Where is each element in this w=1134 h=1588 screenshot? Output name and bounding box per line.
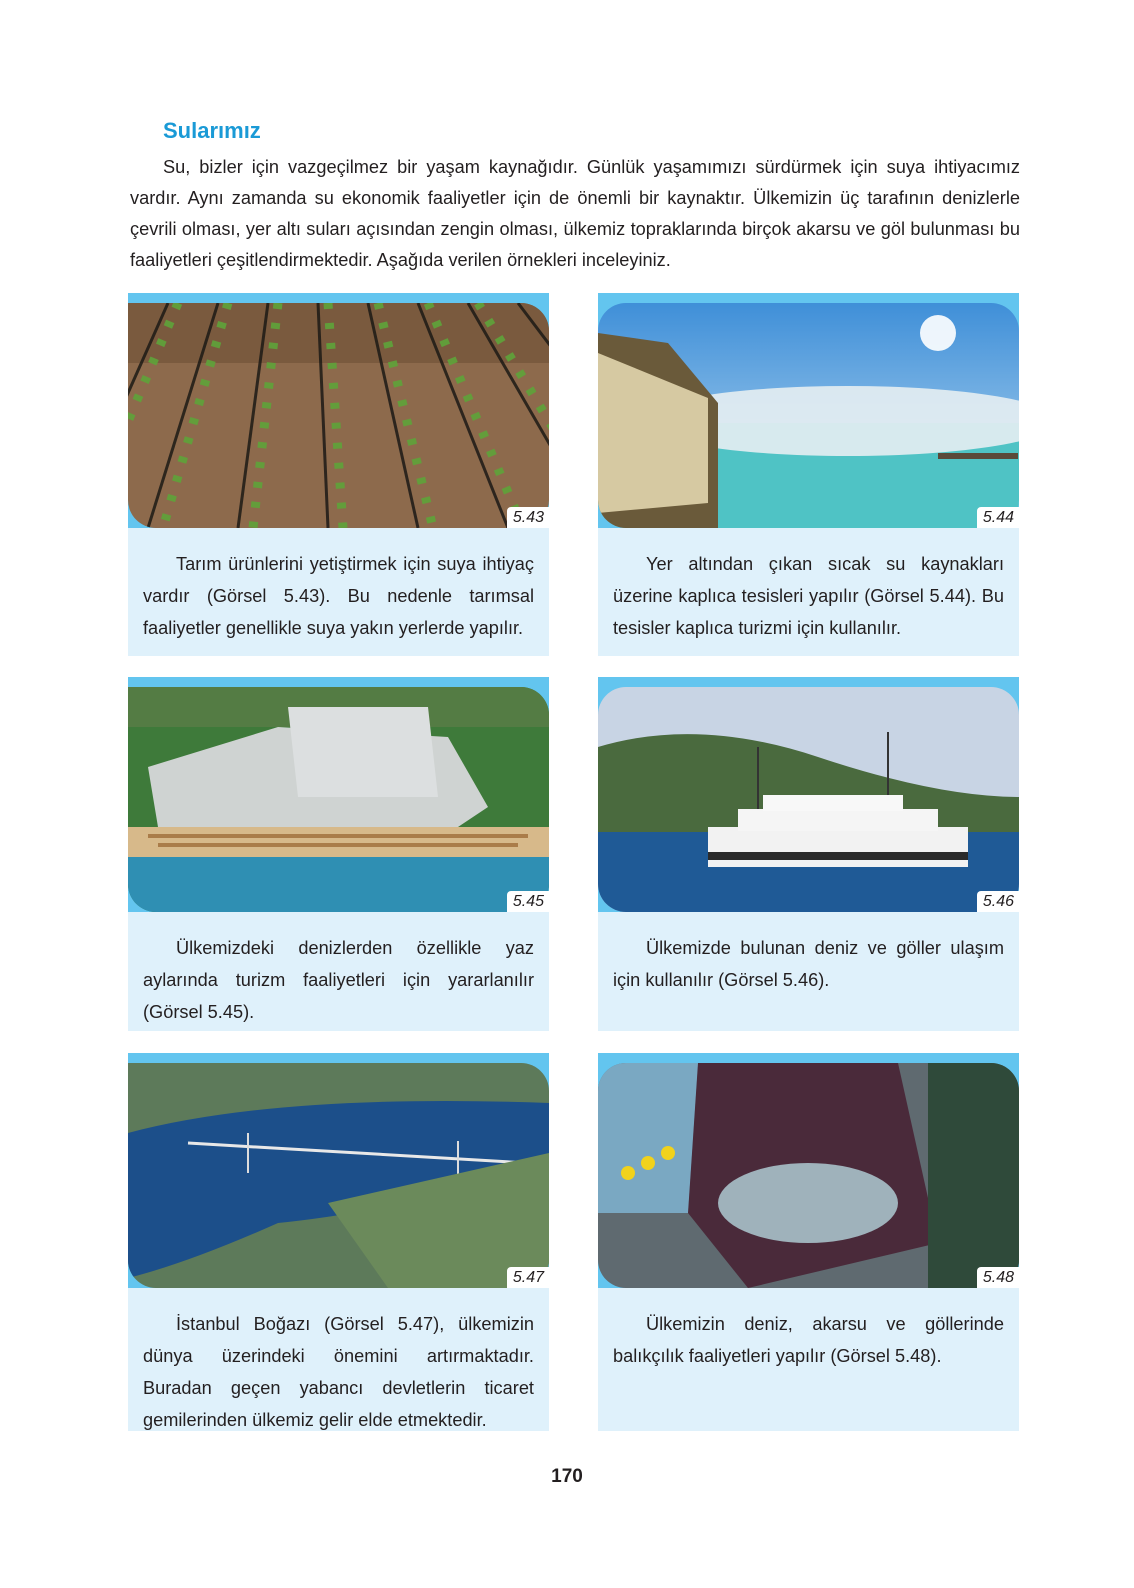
figure-label: 5.46 [977, 891, 1019, 912]
figure-card-5-47 [128, 1053, 549, 1431]
bosphorus-photo [128, 1063, 549, 1288]
figure-label: 5.45 [507, 891, 549, 912]
figure-caption: Yer altından çıkan sıcak su kaynakları üzerine kaplıca tesisleri yapılır (Görsel 5.44). Bu tesisler kaplıca turizmi için kullanılır. [613, 554, 1004, 638]
figure-label: 5.47 [507, 1267, 549, 1288]
figure-card-5-48 [598, 1053, 1019, 1431]
figure-caption: Ülkemizde bulunan deniz ve göller ulaşım için kullanılır (Görsel 5.46). [613, 938, 1004, 990]
section-title: Sularımız [163, 118, 261, 143]
figure-caption: Ülkemizin deniz, akarsu ve göllerinde balıkçılık faaliyetleri yapılır (Görsel 5.48). [613, 1314, 1004, 1366]
figure-card-5-44 [598, 293, 1019, 656]
ferry-photo [598, 687, 1019, 912]
figure-label: 5.48 [977, 1267, 1019, 1288]
intro-paragraph: Su, bizler için vazgeçilmez bir yaşam kaynağıdır. Günlük yaşamımızı sürdürmek için suya ihtiyacımız vardır. Aynı zamanda su ekonomik faaliyetler için de önemli bir kaynaktır. Ülkemizin üç tarafının denizlerle çevrili olması, yer altı suları açısından zengin olması, ülkemiz topraklarında birçok akarsu ve göl bulunması bu faaliyetleri çeşitlendirmektedir. Aşağıda verilen örnekleri inceleyiniz. [130, 157, 1020, 270]
figure-card-5-43 [128, 293, 549, 656]
fishing-photo [598, 1063, 1019, 1288]
figure-card-5-46 [598, 677, 1019, 1031]
figure-caption: Ülkemizdeki denizlerden özellikle yaz aylarında turizm faaliyetleri için yararlanılır (Görsel 5.45). [143, 938, 534, 1022]
figure-caption: Tarım ürünlerini yetiştirmek için suya ihtiyaç vardır (Görsel 5.43). Bu nedenle tarımsal faaliyetler genellikle suya yakın yerlerde yapılır. [143, 554, 534, 638]
figure-label: 5.43 [507, 507, 549, 528]
thermal-pool-photo [598, 303, 1019, 528]
page-number: 170 [551, 1466, 583, 1487]
farm-field-photo [128, 303, 549, 528]
beach-resort-photo [128, 687, 549, 912]
figure-caption: İstanbul Boğazı (Görsel 5.47), ülkemizin dünya üzerindeki önemini artırmaktadır. Buradan geçen yabancı devletlerin ticaret gemilerinden ülkemiz gelir elde etmektedir. [143, 1314, 534, 1430]
figure-label: 5.44 [977, 507, 1019, 528]
figure-card-5-45 [128, 677, 549, 1031]
